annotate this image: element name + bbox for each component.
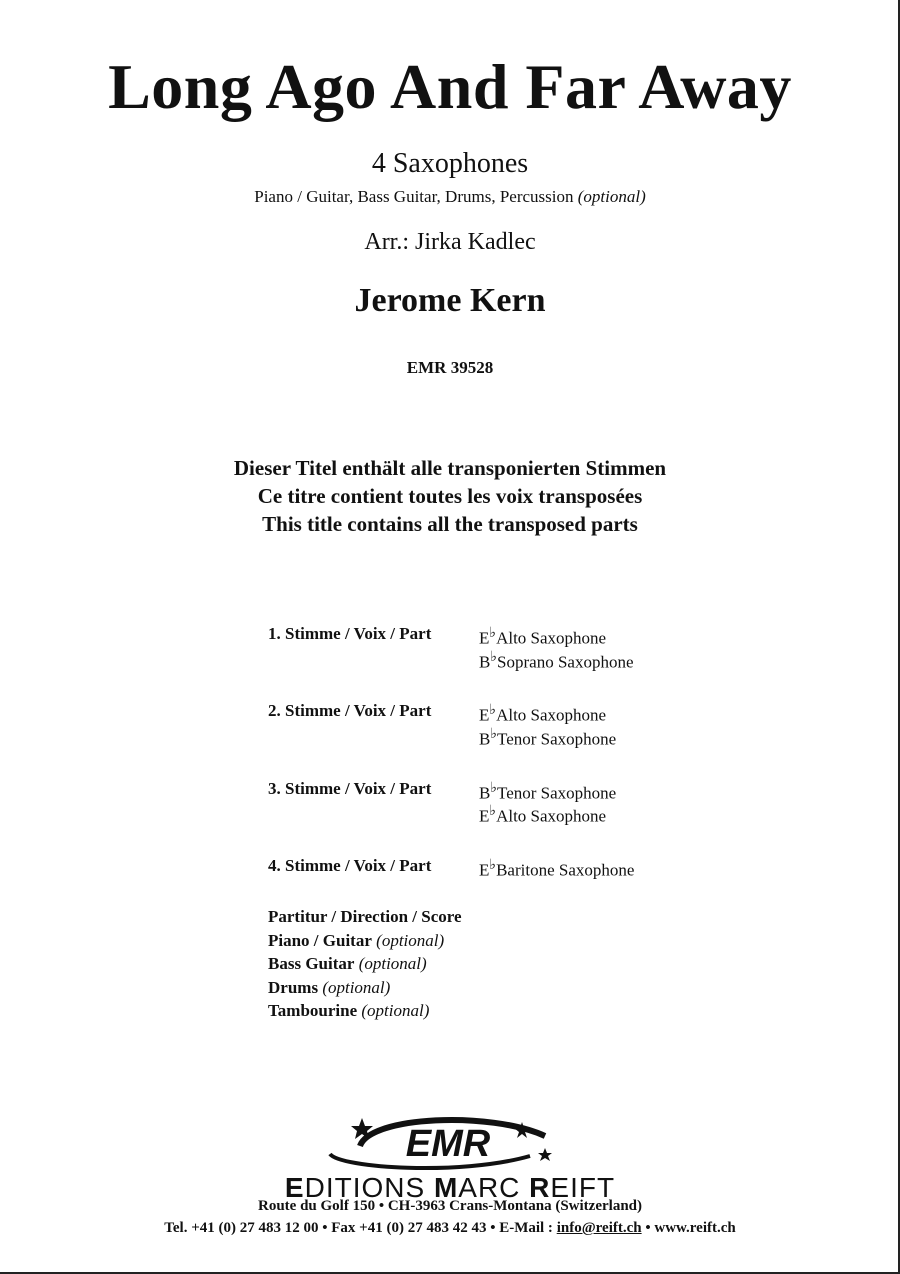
note-french: Ce titre contient toutes les voix transposées bbox=[257, 484, 643, 508]
part-row bbox=[268, 856, 828, 880]
additional-part: Piano / Guitar (optional) bbox=[268, 930, 445, 950]
email-link[interactable]: info@reift.ch bbox=[556, 1220, 642, 1236]
additional-parts-list bbox=[268, 905, 462, 1023]
part-instrument: E♭Alto Saxophone bbox=[479, 803, 607, 826]
additional-part: Partitur / Direction / Score bbox=[268, 907, 462, 926]
instrumentation-optional: (optional) bbox=[577, 187, 646, 206]
flat-symbol-icon: ♭ bbox=[489, 702, 497, 719]
publisher-contact: Tel. +41 (0) 27 483 12 00 • Fax +41 (0) 27 483 42 43 • E-Mail : info@reift.ch • www.reift.ch bbox=[164, 1220, 736, 1236]
part-row bbox=[268, 779, 828, 826]
part-instrument: B♭Tenor Saxophone bbox=[479, 779, 617, 803]
part-label: 1. Stimme / Voix / Part bbox=[268, 624, 432, 643]
emr-logo bbox=[300, 1106, 560, 1176]
flat-symbol-icon: ♭ bbox=[490, 648, 498, 665]
part-label: 4. Stimme / Voix / Part bbox=[268, 855, 432, 875]
star-icon bbox=[538, 1148, 552, 1161]
arranger-line: Arr.: Jirka Kadlec bbox=[364, 229, 536, 255]
part-instruments bbox=[479, 701, 616, 748]
part-instruments bbox=[479, 779, 616, 826]
instrumentation-line bbox=[0, 187, 900, 207]
part-instrument: B♭Soprano Saxophone bbox=[479, 648, 634, 672]
parts-list bbox=[268, 624, 828, 910]
part-instruments bbox=[479, 856, 634, 880]
additional-part: Drums (optional) bbox=[268, 977, 391, 997]
flat-symbol-icon: ♭ bbox=[490, 779, 498, 796]
composer-name: Jerome Kern bbox=[354, 282, 546, 319]
part-row bbox=[268, 701, 828, 748]
flat-symbol-icon: ♭ bbox=[489, 625, 497, 641]
catalog-number: EMR 39528 bbox=[406, 358, 494, 377]
part-label: 2. Stimme / Voix / Part bbox=[268, 701, 432, 721]
additional-part: Tambourine (optional) bbox=[268, 1001, 430, 1020]
additional-part: Bass Guitar (optional) bbox=[268, 954, 427, 973]
note-german: Dieser Titel enthält alle transponierten Stimmen bbox=[233, 456, 667, 480]
part-instrument: E♭Baritone Saxophone bbox=[479, 856, 635, 880]
flat-symbol-icon: ♭ bbox=[490, 725, 498, 742]
part-instrument: B♭Tenor Saxophone bbox=[479, 725, 617, 749]
piece-title: Long Ago And Far Away bbox=[108, 51, 792, 122]
part-row bbox=[268, 624, 828, 671]
instrumentation-main: Piano / Guitar, Bass Guitar, Drums, Percussion bbox=[254, 187, 574, 206]
logo-text: EMR bbox=[405, 1123, 491, 1165]
part-label: 3. Stimme / Voix / Part bbox=[268, 778, 432, 798]
part-instruments bbox=[479, 624, 634, 671]
publisher-address: Route du Golf 150 • CH-3963 Crans-Montana (Switzerland) bbox=[258, 1198, 642, 1214]
publisher-name: EDITIONS MARC REIFT bbox=[284, 1172, 616, 1203]
ensemble-subtitle: 4 Saxophones bbox=[371, 148, 529, 179]
part-instrument: E♭Alto Saxophone bbox=[479, 702, 607, 725]
note-english: This title contains all the transposed parts bbox=[262, 512, 638, 536]
flat-symbol-icon: ♭ bbox=[489, 856, 497, 873]
flat-symbol-icon: ♭ bbox=[489, 803, 497, 820]
part-instrument: E♭Alto Saxophone bbox=[479, 625, 607, 648]
